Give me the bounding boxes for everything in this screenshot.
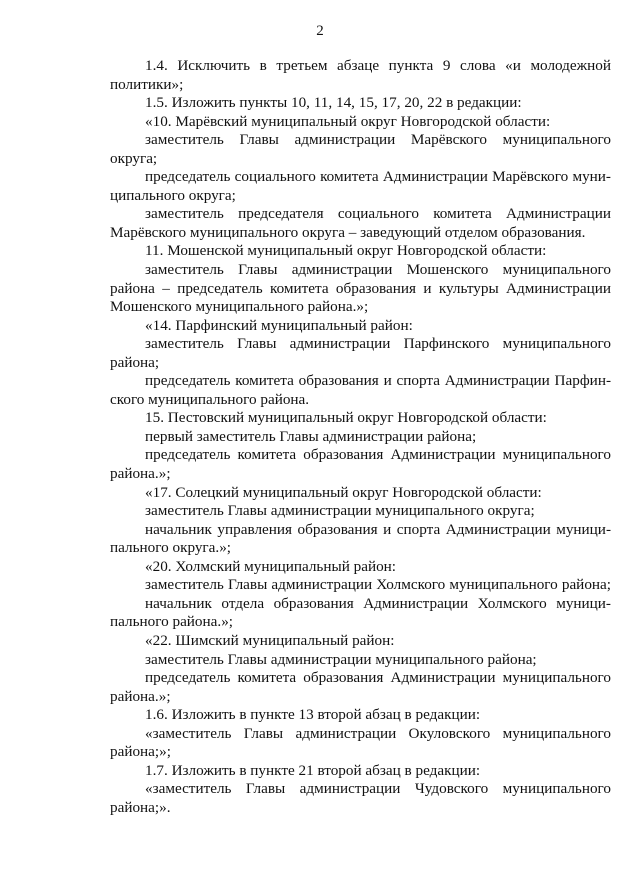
text-line: 1.5. Изложить пункты 10, 11, 14, 15, 17, 20, 22 в редакции:	[145, 94, 522, 112]
text-line: 11. Мошенской муниципальный округ Новгородской области:	[145, 242, 547, 260]
page-number: 2	[316, 23, 324, 39]
text-line: ципального округа;	[110, 186, 236, 204]
text-line: пального округа.»;	[110, 539, 232, 557]
text-line: района.»;	[110, 465, 171, 483]
text-line: «14. Парфинский муниципальный район:	[145, 316, 413, 334]
text-line: «17. Солецкий муниципальный округ Новгородской области:	[145, 483, 542, 501]
text-line: Марёвского муниципального округа – заведующий отделом образования.	[110, 223, 586, 241]
text-line: «10. Марёвский муниципальный округ Новгородской области:	[145, 112, 551, 130]
text-line: заместитель Главы администрации муниципального района;	[145, 650, 537, 668]
text-line: «заместитель Главы администрации Чудовского муниципального	[145, 780, 611, 798]
text-line: района.»;	[110, 687, 171, 705]
text-line: председатель комитета образования Администрации муниципального	[145, 446, 611, 464]
text-line: района – председатель комитета образования и культуры Администрации	[110, 279, 611, 297]
text-line: начальник отдела образования Администрации Холмского муници-	[145, 594, 611, 612]
text-line: заместитель Главы администрации муниципального округа;	[145, 502, 535, 520]
text-line: округа;	[110, 149, 158, 167]
text-line: 1.7. Изложить в пункте 21 второй абзац в редакции:	[145, 761, 481, 779]
text-line: «заместитель Главы администрации Окуловского муниципального	[145, 724, 611, 742]
text-line: района;»;	[110, 743, 171, 761]
text-line: председатель комитета образования Администрации муниципального	[145, 669, 611, 687]
text-line: 1.4. Исключить в третьем абзаце пункта 9 слова «и молодежной	[145, 57, 611, 74]
text-line: первый заместитель Главы администрации района;	[145, 427, 477, 445]
text-line: председатель комитета образования и спорта Администрации Парфин-	[145, 372, 611, 390]
text-line: заместитель Главы администрации Холмского муниципального района;	[145, 576, 611, 594]
text-line: 15. Пестовский муниципальный округ Новгородской области:	[145, 409, 547, 427]
text-line: заместитель Главы администрации Парфинского муниципального района;	[110, 335, 611, 371]
text-line: заместитель Главы администрации Мошенского муниципального	[145, 261, 611, 279]
text-line: 1.6. Изложить в пункте 13 второй абзац в редакции:	[145, 706, 481, 724]
text-line: ского муниципального района.	[110, 390, 310, 408]
text-line: «20. Холмский муниципальный район:	[145, 557, 397, 575]
text-line: начальник управления образования и спорта Администрации муници-	[145, 520, 611, 538]
text-line: председатель социального комитета Администрации Марёвского муни-	[145, 168, 611, 186]
text-line: заместитель председателя социального комитета Администрации	[145, 205, 611, 223]
text-line: политики»;	[110, 75, 184, 93]
text-line: района;».	[110, 798, 171, 816]
text-line: Мошенского муниципального района.»;	[110, 298, 369, 316]
text-line: пального района.»;	[110, 613, 234, 631]
text-line: заместитель Главы администрации Марёвского муниципального	[145, 131, 611, 149]
document-body	[110, 57, 611, 817]
text-line: «22. Шимский муниципальный район:	[145, 631, 395, 649]
